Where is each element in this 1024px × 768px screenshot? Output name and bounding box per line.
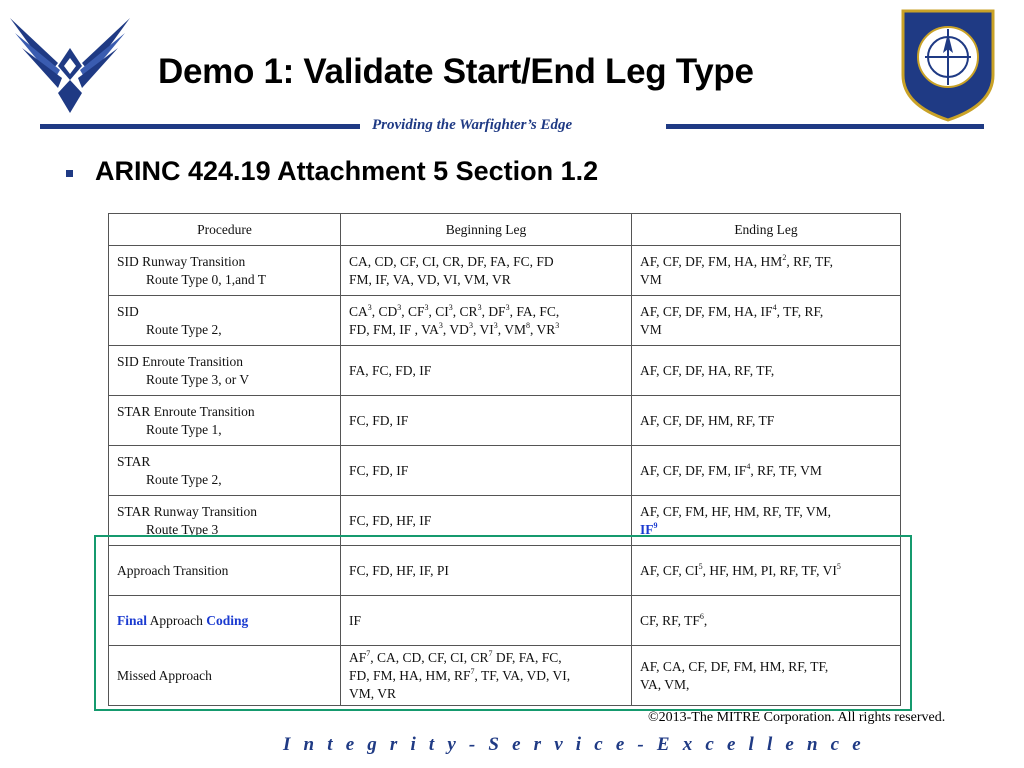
copyright-notice: ©2013-The MITRE Corporation. All rights reserved.	[648, 710, 946, 725]
footer-motto: I n t e g r i t y - S e r v i c e - E x c e l l e n c e	[283, 734, 865, 755]
ending-leg-cell: AF, CF, DF, FM, $IF^4$, RF, TF, VM	[632, 446, 901, 496]
air-force-lcmc-emblem	[895, 5, 1001, 123]
ending-leg-cell: AF, CF, DF, HM, RF, TF	[632, 396, 901, 446]
header-divider-left	[40, 124, 360, 129]
air-force-wings-logo	[10, 8, 130, 118]
slide-title: Demo 1: Validate Start/End Leg Type	[158, 52, 754, 91]
procedure-cell	[109, 396, 341, 446]
table-row	[109, 296, 901, 346]
table-row	[109, 246, 901, 296]
route-type: Route Type 2,	[146, 321, 222, 337]
tagline: Providing the Warfighter’s Edge	[372, 117, 573, 133]
header-divider-right	[666, 124, 984, 129]
ending-leg-cell: CF, RF, $TF^6$,	[632, 596, 901, 646]
beginning-leg-cell: $CA^3$, $CD^3$, $CF^3$, $CI^3$, $CR^3$, $DF^3$, FA, FC, FD, FM, IF , $VA^3$, $VD^3$, $VI^3$, $VM^8$, $VR^3$	[341, 296, 632, 346]
procedure-name: STAR	[117, 453, 151, 469]
ending-leg-cell: AF, CF, DF, FM, HA, $HM^2$, RF, TF, VM	[632, 246, 901, 296]
beginning-leg-cell: IF	[341, 596, 632, 646]
route-type: Route Type 3	[146, 521, 219, 537]
table-row	[109, 346, 901, 396]
table-row	[109, 396, 901, 446]
highlight-box	[94, 535, 912, 711]
procedure-name: STAR Enroute Transition	[117, 403, 255, 419]
procedure-cell	[109, 246, 341, 296]
ending-leg-cell: AF, CF, DF, FM, HA, $IF^4$, TF, RF, VM	[632, 296, 901, 346]
procedure-cell	[109, 446, 341, 496]
ending-leg-cell: AF, CF, $CI^5$, HF, HM, PI, RF, TF, $VI^5$	[632, 546, 901, 596]
procedure-cell	[109, 296, 341, 346]
bullet-text: ARINC 424.19 Attachment 5 Section 1.2	[95, 156, 599, 186]
procedure-cell: Missed Approach	[109, 646, 341, 706]
header-procedure: Procedure	[109, 214, 341, 246]
procedure-cell: Approach Transition	[109, 546, 341, 596]
table-header-row	[109, 214, 901, 246]
route-type: Route Type 0, 1,and T	[146, 271, 267, 287]
beginning-leg-cell: FC, FD, IF	[341, 446, 632, 496]
beginning-leg-cell: $AF^7$, CA, CD, CF, CI, $CR^7$ DF, FA, FC, FD, FM, HA, HM, $RF^7$, TF, VA, VD, VI, VM, VR	[341, 646, 632, 706]
route-type: Route Type 1,	[146, 421, 222, 437]
beginning-leg-cell: CA, CD, CF, CI, CR, DF, FA, FC, FD FM, IF, VA, VD, VI, VM, VR	[341, 246, 632, 296]
beginning-leg-cell: FC, FD, HF, IF, PI	[341, 546, 632, 596]
procedure-cell: Final Approach Coding	[109, 596, 341, 646]
beginning-leg-cell: FA, FC, FD, IF	[341, 346, 632, 396]
procedure-name: SID Enroute Transition	[117, 353, 244, 369]
ending-leg-cell: AF, CA, CF, DF, FM, HM, RF, TF, VA, VM,	[632, 646, 901, 706]
header-beginning-leg: Beginning Leg	[341, 214, 632, 246]
procedure-name: STAR Runway Transition	[117, 503, 257, 519]
header-ending-leg: Ending Leg	[632, 214, 901, 246]
beginning-leg-cell: FC, FD, HF, IF	[341, 496, 632, 546]
procedure-name: SID Runway Transition	[117, 253, 246, 269]
procedure-name: SID	[117, 303, 139, 319]
ending-leg-cell: AF, CF, FM, HF, HM, RF, TF, VM, $IF^9$	[632, 496, 901, 546]
table-row	[109, 446, 901, 496]
procedure-cell	[109, 346, 341, 396]
ending-leg-cell: AF, CF, DF, HA, RF, TF,	[632, 346, 901, 396]
bullet-square-icon	[66, 170, 73, 177]
beginning-leg-cell: FC, FD, IF	[341, 396, 632, 446]
route-type: Route Type 3, or V	[146, 371, 250, 387]
route-type: Route Type 2,	[146, 471, 222, 487]
